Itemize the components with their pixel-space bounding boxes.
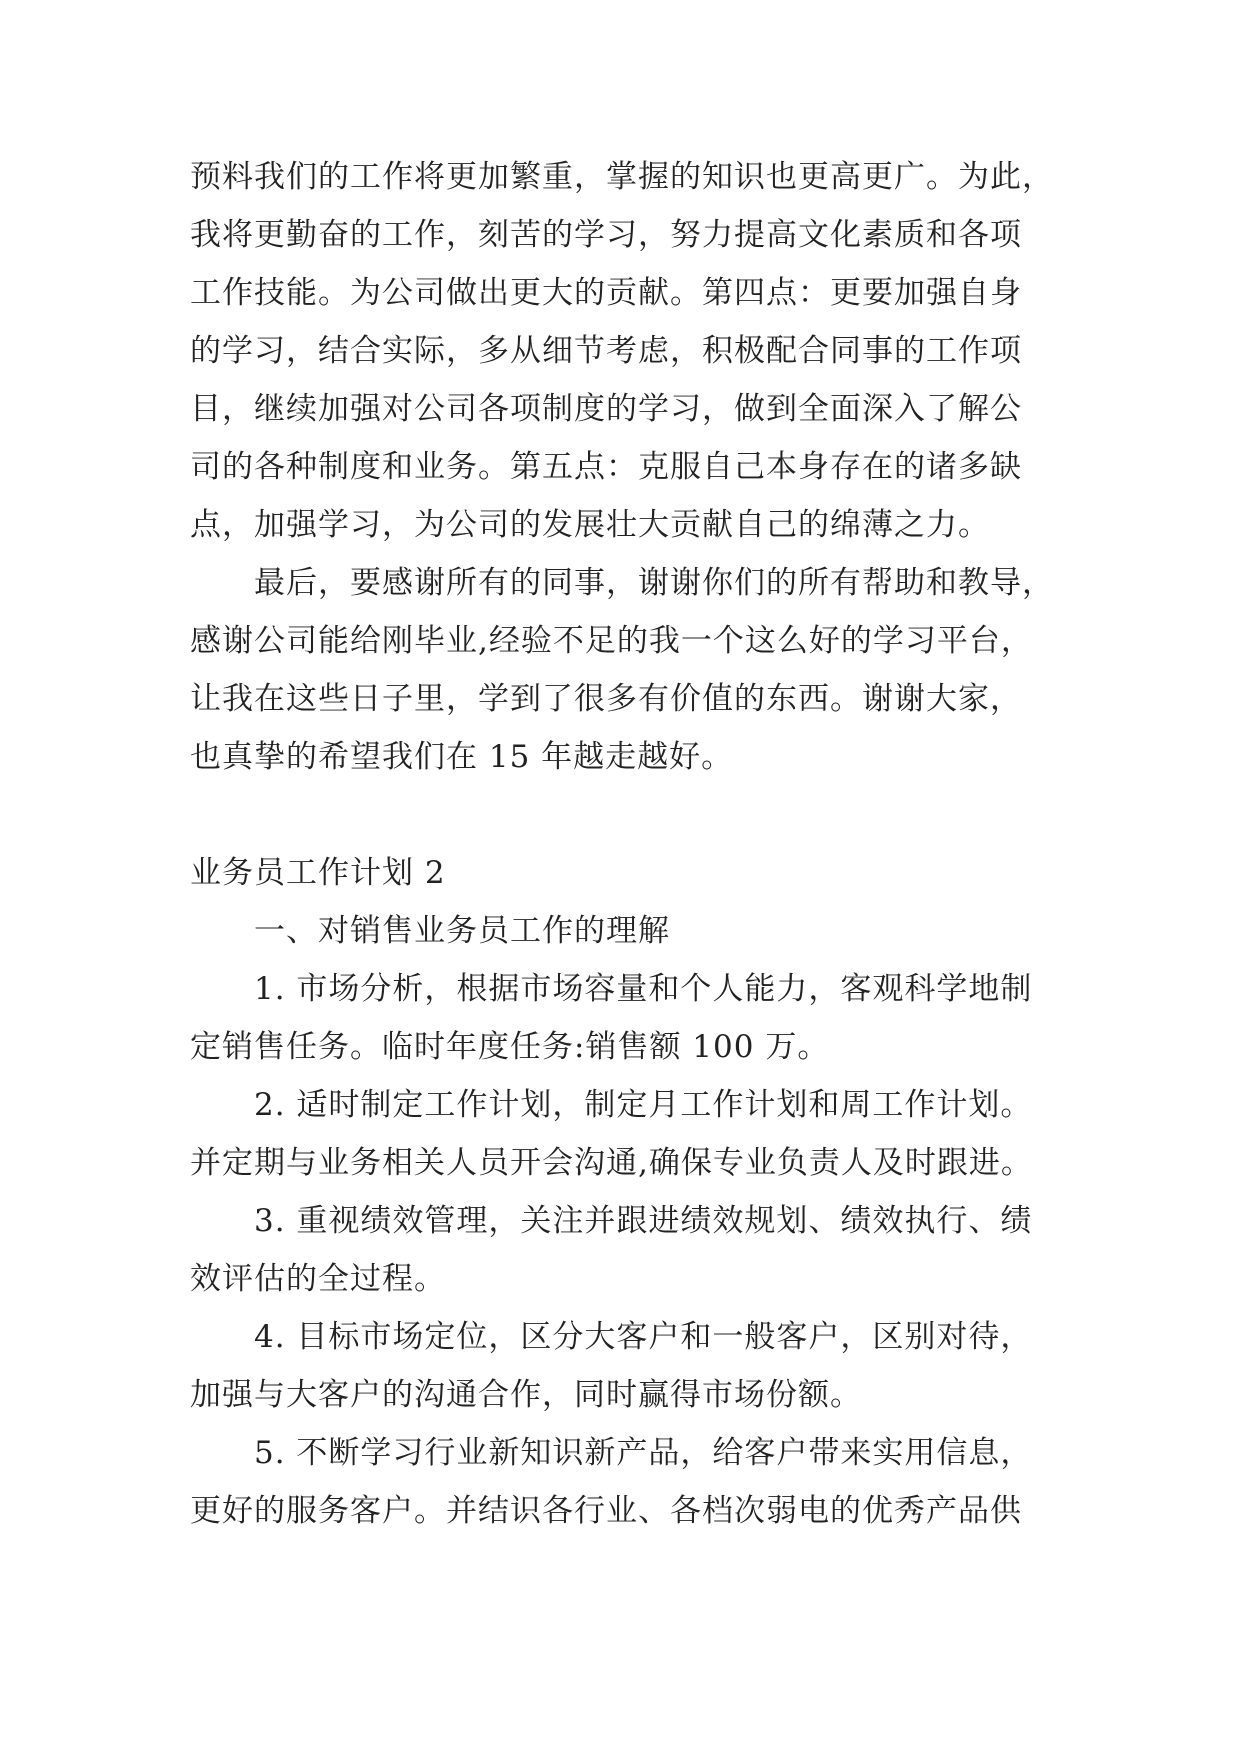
- text-line: 也真挚的希望我们在 15 年越走越好。: [190, 739, 734, 775]
- document-page: [190, 148, 1070, 1540]
- section-subtitle: 一、对销售业务员工作的理解: [254, 913, 670, 949]
- text-line: 加强与大客户的沟通合作，同时赢得市场份额。: [190, 1377, 862, 1413]
- text-line: 效评估的全过程。: [190, 1261, 446, 1297]
- text-line: 让我在这些日子里，学到了很多有价值的东西。谢谢大家，: [190, 681, 1022, 717]
- list-item: [190, 1192, 1070, 1308]
- text-line: 5. 不断学习行业新知识新产品，给客户带来实用信息，: [254, 1435, 1033, 1471]
- text-line: 更好的服务客户。并结识各行业、各档次弱电的优秀产品供: [190, 1493, 1022, 1529]
- list-item: [190, 960, 1070, 1076]
- text-line: 感谢公司能给刚毕业,经验不足的我一个这么好的学习平台，: [190, 623, 1033, 659]
- text-line: 1. 市场分析，根据市场容量和个人能力，客观科学地制: [254, 971, 1033, 1007]
- text-line: 并定期与业务相关人员开会沟通,确保专业负责人及时跟进。: [190, 1145, 1033, 1181]
- text-line: 4. 目标市场定位，区分大客户和一般客户，区别对待，: [254, 1319, 1033, 1355]
- text-line: 3. 重视绩效管理，关注并跟进绩效规划、绩效执行、绩: [254, 1203, 1033, 1239]
- text-line: 预料我们的工作将更加繁重，掌握的知识也更高更广。为此，: [190, 159, 1054, 195]
- text-line: 目，继续加强对公司各项制度的学习，做到全面深入了解公: [190, 391, 1022, 427]
- text-line: 的学习，结合实际，多从细节考虑，积极配合同事的工作项: [190, 333, 1022, 369]
- list-item: [190, 1424, 1070, 1540]
- text-line: 工作技能。为公司做出更大的贡献。第四点：更要加强自身: [190, 275, 1022, 311]
- blank-line: [190, 786, 1070, 844]
- text-line: 我将更勤奋的工作，刻苦的学习，努力提高文化素质和各项: [190, 217, 1022, 253]
- list-item: [190, 1076, 1070, 1192]
- paragraph-work-plan-continuation: [190, 148, 1070, 554]
- section-title: 业务员工作计划 2: [190, 855, 446, 891]
- text-line: 点，加强学习，为公司的发展壮大贡献自己的绵薄之力。: [190, 507, 990, 543]
- text-line: 2. 适时制定工作计划，制定月工作计划和周工作计划。: [254, 1087, 1033, 1123]
- list-item: [190, 1308, 1070, 1424]
- text-line: 最后，要感谢所有的同事，谢谢你们的所有帮助和教导，: [254, 565, 1054, 601]
- paragraph-thanks: [190, 554, 1070, 786]
- text-line: 定销售任务。临时年度任务:销售额 100 万。: [190, 1029, 830, 1065]
- text-line: 司的各种制度和业务。第五点：克服自己本身存在的诸多缺: [190, 449, 1022, 485]
